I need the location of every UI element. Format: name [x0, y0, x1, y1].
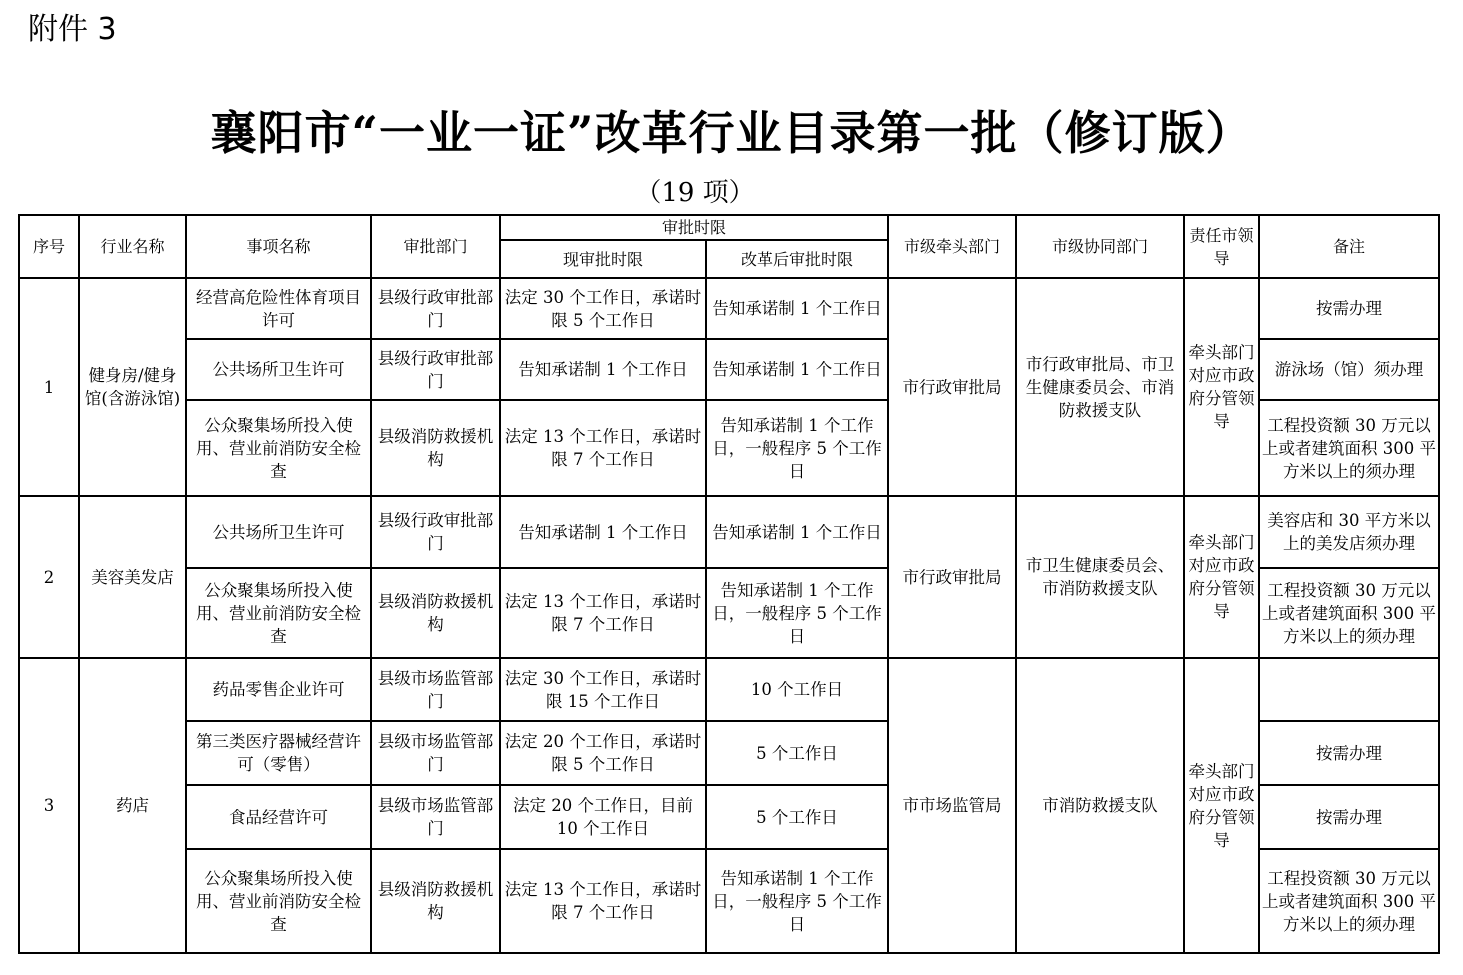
remark-cell: 美容店和 30 平方米以上的美发店须办理	[1259, 496, 1439, 568]
header-item: 事项名称	[186, 215, 371, 278]
approval-dept-cell: 县级消防救援机构	[371, 400, 500, 496]
reformed-time-limit-cell: 告知承诺制 1 个工作日	[706, 496, 888, 568]
seq-cell: 3	[19, 658, 79, 953]
header-dept: 审批部门	[371, 215, 500, 278]
item-name-cell: 公共场所卫生许可	[186, 339, 371, 400]
approval-dept-cell: 县级行政审批部门	[371, 339, 500, 400]
reformed-time-limit-cell: 5 个工作日	[706, 785, 888, 849]
responsible-leader-cell: 牵头部门对应市政府分管领导	[1184, 658, 1259, 953]
seq-cell: 2	[19, 496, 79, 658]
remark-cell: 工程投资额 30 万元以上或者建筑面积 300 平方米以上的须办理	[1259, 849, 1439, 953]
item-name-cell: 食品经营许可	[186, 785, 371, 849]
current-time-limit-cell: 法定 13 个工作日，承诺时限 7 个工作日	[500, 849, 706, 953]
table-body	[19, 278, 1439, 953]
remark-cell: 工程投资额 30 万元以上或者建筑面积 300 平方米以上的须办理	[1259, 400, 1439, 496]
header-coop-dept: 市级协同部门	[1016, 215, 1184, 278]
approval-dept-cell: 县级市场监管部门	[371, 658, 500, 721]
header-time-current: 现审批时限	[500, 240, 706, 278]
table-row	[19, 496, 1439, 568]
reformed-time-limit-cell: 告知承诺制 1 个工作日，一般程序 5 个工作日	[706, 849, 888, 953]
industry-cell: 美容美发店	[79, 496, 186, 658]
item-name-cell: 第三类医疗器械经营许可（零售）	[186, 721, 371, 785]
responsible-leader-cell: 牵头部门对应市政府分管领导	[1184, 278, 1259, 496]
attachment-label: 附件 3	[28, 12, 117, 47]
industry-cell: 健身房/健身馆(含游泳馆)	[79, 278, 186, 496]
remark-cell: 按需办理	[1259, 278, 1439, 339]
item-name-cell: 公众聚集场所投入使用、营业前消防安全检查	[186, 400, 371, 496]
header-time-group: 审批时限	[500, 215, 888, 240]
approval-dept-cell: 县级行政审批部门	[371, 496, 500, 568]
table-header	[19, 215, 1439, 278]
approval-dept-cell: 县级消防救援机构	[371, 849, 500, 953]
approval-dept-cell: 县级行政审批部门	[371, 278, 500, 339]
industry-catalog-table	[18, 214, 1440, 954]
reformed-time-limit-cell: 告知承诺制 1 个工作日	[706, 339, 888, 400]
current-time-limit-cell: 告知承诺制 1 个工作日	[500, 339, 706, 400]
header-seq: 序号	[19, 215, 79, 278]
header-remark: 备注	[1259, 215, 1439, 278]
lead-dept-cell: 市行政审批局	[888, 278, 1016, 496]
item-name-cell: 经营高危险性体育项目许可	[186, 278, 371, 339]
coop-dept-cell: 市消防救援支队	[1016, 658, 1184, 953]
current-time-limit-cell: 法定 30 个工作日，承诺时限 15 个工作日	[500, 658, 706, 721]
header-time-reformed: 改革后审批时限	[706, 240, 888, 278]
coop-dept-cell: 市卫生健康委员会、市消防救援支队	[1016, 496, 1184, 658]
remark-cell: 按需办理	[1259, 785, 1439, 849]
header-lead-dept: 市级牵头部门	[888, 215, 1016, 278]
remark-cell: 工程投资额 30 万元以上或者建筑面积 300 平方米以上的须办理	[1259, 568, 1439, 658]
document-subtitle: （19 项）	[635, 178, 755, 208]
lead-dept-cell: 市市场监管局	[888, 658, 1016, 953]
approval-dept-cell: 县级市场监管部门	[371, 721, 500, 785]
table-row	[19, 278, 1439, 339]
lead-dept-cell: 市行政审批局	[888, 496, 1016, 658]
industry-cell: 药店	[79, 658, 186, 953]
item-name-cell: 公众聚集场所投入使用、营业前消防安全检查	[186, 849, 371, 953]
remark-cell	[1259, 658, 1439, 721]
item-name-cell: 公共场所卫生许可	[186, 496, 371, 568]
remark-cell: 按需办理	[1259, 721, 1439, 785]
current-time-limit-cell: 告知承诺制 1 个工作日	[500, 496, 706, 568]
coop-dept-cell: 市行政审批局、市卫生健康委员会、市消防救援支队	[1016, 278, 1184, 496]
item-name-cell: 药品零售企业许可	[186, 658, 371, 721]
reformed-time-limit-cell: 告知承诺制 1 个工作日	[706, 278, 888, 339]
reformed-time-limit-cell: 10 个工作日	[706, 658, 888, 721]
current-time-limit-cell: 法定 13 个工作日，承诺时限 7 个工作日	[500, 568, 706, 658]
current-time-limit-cell: 法定 20 个工作日，目前 10 个工作日	[500, 785, 706, 849]
reformed-time-limit-cell: 告知承诺制 1 个工作日，一般程序 5 个工作日	[706, 400, 888, 496]
current-time-limit-cell: 法定 30 个工作日，承诺时限 5 个工作日	[500, 278, 706, 339]
seq-cell: 1	[19, 278, 79, 496]
current-time-limit-cell: 法定 13 个工作日，承诺时限 7 个工作日	[500, 400, 706, 496]
item-name-cell: 公众聚集场所投入使用、营业前消防安全检查	[186, 568, 371, 658]
table-row	[19, 658, 1439, 721]
header-leader: 责任市领导	[1184, 215, 1259, 278]
responsible-leader-cell: 牵头部门对应市政府分管领导	[1184, 496, 1259, 658]
reformed-time-limit-cell: 5 个工作日	[706, 721, 888, 785]
reformed-time-limit-cell: 告知承诺制 1 个工作日，一般程序 5 个工作日	[706, 568, 888, 658]
header-industry: 行业名称	[79, 215, 186, 278]
remark-cell: 游泳场（馆）须办理	[1259, 339, 1439, 400]
approval-dept-cell: 县级消防救援机构	[371, 568, 500, 658]
current-time-limit-cell: 法定 20 个工作日，承诺时限 5 个工作日	[500, 721, 706, 785]
approval-dept-cell: 县级市场监管部门	[371, 785, 500, 849]
document-title: 襄阳市“一业一证”改革行业目录第一批（修订版）	[210, 106, 1253, 160]
